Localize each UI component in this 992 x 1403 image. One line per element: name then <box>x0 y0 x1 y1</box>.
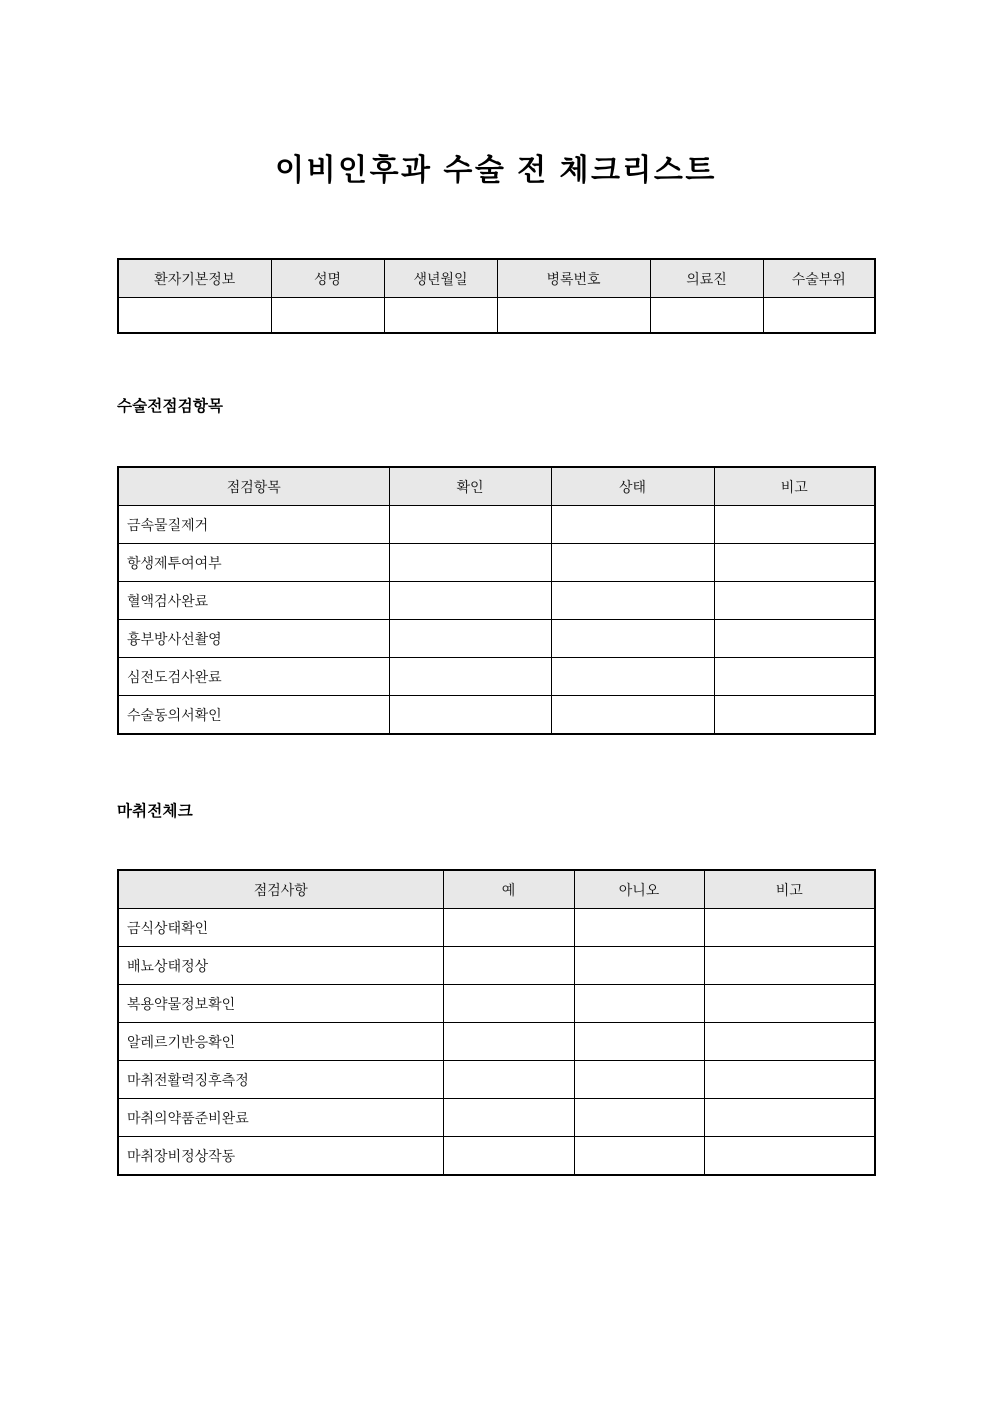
table-row <box>118 544 875 582</box>
anesthesia-yes-cell[interactable] <box>443 1023 574 1061</box>
preop-header-status: 상태 <box>551 467 714 506</box>
anesthesia-yes-cell[interactable] <box>443 1061 574 1099</box>
preop-item-label: 금속물질제거 <box>118 506 389 544</box>
page-title: 이비인후과 수술 전 체크리스트 <box>275 154 717 188</box>
anesthesia-yes-cell[interactable] <box>443 947 574 985</box>
patient-header-medical-staff: 의료진 <box>650 259 763 298</box>
anesthesia-no-cell[interactable] <box>574 1061 704 1099</box>
preop-item-label: 혈액검사완료 <box>118 582 389 620</box>
patient-header-record-no: 병록번호 <box>497 259 650 298</box>
patient-field-surgery-site[interactable] <box>763 298 875 334</box>
preop-confirm-cell[interactable] <box>389 544 551 582</box>
table-header-row <box>118 467 875 506</box>
patient-field-record-no[interactable] <box>497 298 650 334</box>
anesthesia-item-label: 배뇨상태정상 <box>118 947 443 985</box>
anesthesia-no-cell[interactable] <box>574 985 704 1023</box>
preop-header-remark: 비고 <box>714 467 875 506</box>
anesthesia-remark-cell[interactable] <box>704 947 875 985</box>
anesthesia-remark-cell[interactable] <box>704 985 875 1023</box>
patient-info-table <box>117 258 876 334</box>
patient-field-basic-info[interactable] <box>118 298 271 334</box>
preop-status-cell[interactable] <box>551 582 714 620</box>
anesthesia-item-label: 마취전활력징후측정 <box>118 1061 443 1099</box>
table-row <box>118 582 875 620</box>
preop-status-cell[interactable] <box>551 506 714 544</box>
preop-confirm-cell[interactable] <box>389 506 551 544</box>
anesthesia-item-label: 복용약물정보확인 <box>118 985 443 1023</box>
patient-field-birthdate[interactable] <box>384 298 497 334</box>
patient-header-name: 성명 <box>271 259 384 298</box>
table-row <box>118 506 875 544</box>
anesthesia-remark-cell[interactable] <box>704 1023 875 1061</box>
anesthesia-remark-cell[interactable] <box>704 1099 875 1137</box>
anesthesia-remark-cell[interactable] <box>704 1061 875 1099</box>
preop-remark-cell[interactable] <box>714 658 875 696</box>
anesthesia-no-cell[interactable] <box>574 1023 704 1061</box>
anesthesia-header-remark: 비고 <box>704 870 875 909</box>
anesthesia-yes-cell[interactable] <box>443 985 574 1023</box>
preop-remark-cell[interactable] <box>714 696 875 735</box>
preop-header-item: 점검항목 <box>118 467 389 506</box>
table-row <box>118 1099 875 1137</box>
anesthesia-item-label: 마취의약품준비완료 <box>118 1099 443 1137</box>
anesthesia-checklist-table <box>117 869 876 1176</box>
preop-confirm-cell[interactable] <box>389 658 551 696</box>
preop-status-cell[interactable] <box>551 620 714 658</box>
patient-field-medical-staff[interactable] <box>650 298 763 334</box>
preop-item-label: 항생제투여여부 <box>118 544 389 582</box>
preop-item-label: 흉부방사선촬영 <box>118 620 389 658</box>
preop-item-label: 수술동의서확인 <box>118 696 389 735</box>
table-row <box>118 696 875 735</box>
preop-item-label: 심전도검사완료 <box>118 658 389 696</box>
preop-confirm-cell[interactable] <box>389 620 551 658</box>
patient-header-surgery-site: 수술부위 <box>763 259 875 298</box>
anesthesia-yes-cell[interactable] <box>443 1099 574 1137</box>
table-row <box>118 947 875 985</box>
table-row <box>118 1023 875 1061</box>
preop-remark-cell[interactable] <box>714 506 875 544</box>
anesthesia-item-label: 마취장비정상작동 <box>118 1137 443 1176</box>
preop-remark-cell[interactable] <box>714 620 875 658</box>
anesthesia-remark-cell[interactable] <box>704 909 875 947</box>
preop-remark-cell[interactable] <box>714 582 875 620</box>
anesthesia-header-no: 아니오 <box>574 870 704 909</box>
preop-confirm-cell[interactable] <box>389 582 551 620</box>
preop-status-cell[interactable] <box>551 658 714 696</box>
patient-field-name[interactable] <box>271 298 384 334</box>
table-header-row <box>118 259 875 298</box>
anesthesia-no-cell[interactable] <box>574 1099 704 1137</box>
anesthesia-item-label: 알레르기반응확인 <box>118 1023 443 1061</box>
table-row <box>118 658 875 696</box>
anesthesia-no-cell[interactable] <box>574 1137 704 1176</box>
table-header-row <box>118 870 875 909</box>
preop-confirm-cell[interactable] <box>389 696 551 735</box>
table-row <box>118 620 875 658</box>
patient-header-basic-info: 환자기본정보 <box>118 259 271 298</box>
preop-status-cell[interactable] <box>551 544 714 582</box>
section-heading-preop: 수술전점검항목 <box>117 398 224 415</box>
anesthesia-remark-cell[interactable] <box>704 1137 875 1176</box>
anesthesia-header-yes: 예 <box>443 870 574 909</box>
table-row <box>118 1061 875 1099</box>
anesthesia-yes-cell[interactable] <box>443 909 574 947</box>
anesthesia-item-label: 금식상태확인 <box>118 909 443 947</box>
table-row <box>118 909 875 947</box>
preop-status-cell[interactable] <box>551 696 714 735</box>
preop-remark-cell[interactable] <box>714 544 875 582</box>
preop-checklist-table <box>117 466 876 735</box>
table-row <box>118 985 875 1023</box>
patient-header-birthdate: 생년월일 <box>384 259 497 298</box>
anesthesia-header-item: 점검사항 <box>118 870 443 909</box>
anesthesia-yes-cell[interactable] <box>443 1137 574 1176</box>
anesthesia-no-cell[interactable] <box>574 909 704 947</box>
anesthesia-no-cell[interactable] <box>574 947 704 985</box>
table-row <box>118 298 875 334</box>
section-heading-anesthesia: 마취전체크 <box>117 803 193 820</box>
preop-header-confirm: 확인 <box>389 467 551 506</box>
table-row <box>118 1137 875 1176</box>
